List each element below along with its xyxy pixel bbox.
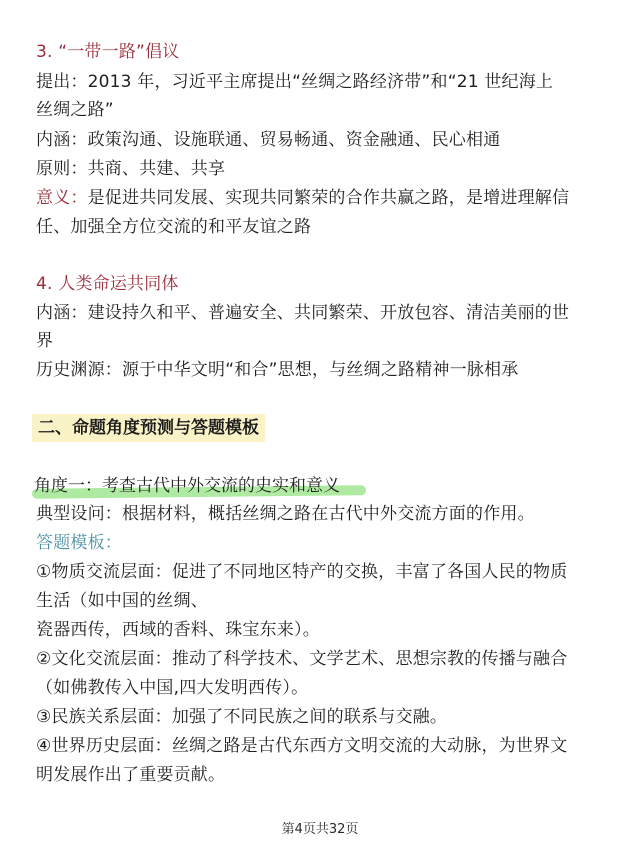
question-label: 典型设问： (36, 504, 122, 524)
typical-question (36, 500, 616, 528)
content-label: 内涵： (36, 130, 88, 150)
section3-principle (36, 155, 616, 183)
question-text: 根据材料，概括丝绸之路在古代中外交流方面的作用。 (122, 504, 535, 524)
section4-history (36, 356, 616, 384)
template-label: 答题模板： (36, 533, 122, 553)
item1-line1: ①物质交流层面：促进了不同地区特产的交换，丰富了各国人民的物质 (36, 562, 568, 582)
section4-heading: 4. 人类命运共同体 (36, 274, 179, 294)
item4-line2: 明发展作出了重要贡献。 (36, 765, 226, 785)
section3-content (36, 126, 616, 154)
part2-title: 二、命题角度预测与答题模板 (32, 414, 265, 442)
item1-line2: 生活（如中国的丝绸、 (36, 591, 208, 611)
item3-line1: ③民族关系层面：加强了不同民族之间的联系与交融。 (36, 707, 448, 727)
section3-meaning-line2: 任、加强全方位交流的和平友谊之路 (36, 217, 312, 237)
item1-line3: 瓷器西传，西域的香料、珠宝东来）。 (36, 620, 320, 640)
item2-line2: （如佛教传入中国,四大发明西传）。 (36, 678, 309, 698)
content-text: 建设持久和平、普遍安全、共同繁荣、开放包容、清洁美丽的世 (87, 303, 570, 323)
meaning-text: 是促进共同发展、实现共同繁荣的合作共赢之路，是增进理解信 (87, 188, 570, 208)
section4-content-line2: 界 (36, 331, 54, 351)
page-number: 第4页共32页 (281, 822, 359, 837)
proposal-label: 提出： (36, 72, 88, 92)
history-text: 源于中华文明“和合”思想，与丝绸之路精神一脉相承 (122, 360, 519, 380)
history-label: 历史渊源： (36, 360, 122, 380)
proposal-text: 2013 年，习近平主席提出“丝绸之路经济带”和“21 世纪海上 (87, 72, 554, 92)
section3-proposal-line1 (36, 68, 616, 96)
section3-proposal-line2: 丝绸之路” (36, 100, 114, 120)
angle1-wrap (34, 472, 340, 500)
section4-content-line1 (36, 299, 616, 327)
content-label: 内涵： (36, 303, 88, 323)
section3-heading: 3. “一带一路”倡议 (36, 42, 180, 62)
content-text: 政策沟通、设施联通、贸易畅通、资金融通、民心相通 (87, 130, 501, 150)
angle1-text: 角度一：考查古代中外交流的史实和意义 (34, 476, 340, 496)
meaning-label: 意义： (36, 188, 88, 208)
item4-line1: ④世界历史层面：丝绸之路是古代东西方文明交流的大动脉，为世界文 (36, 736, 568, 756)
item2-line1: ②文化交流层面：推动了科学技术、文学艺术、思想宗教的传播与融合 (36, 649, 568, 669)
section3-meaning-line1 (36, 184, 616, 212)
principle-label: 原则： (36, 159, 88, 179)
principle-text: 共商、共建、共享 (87, 159, 226, 179)
